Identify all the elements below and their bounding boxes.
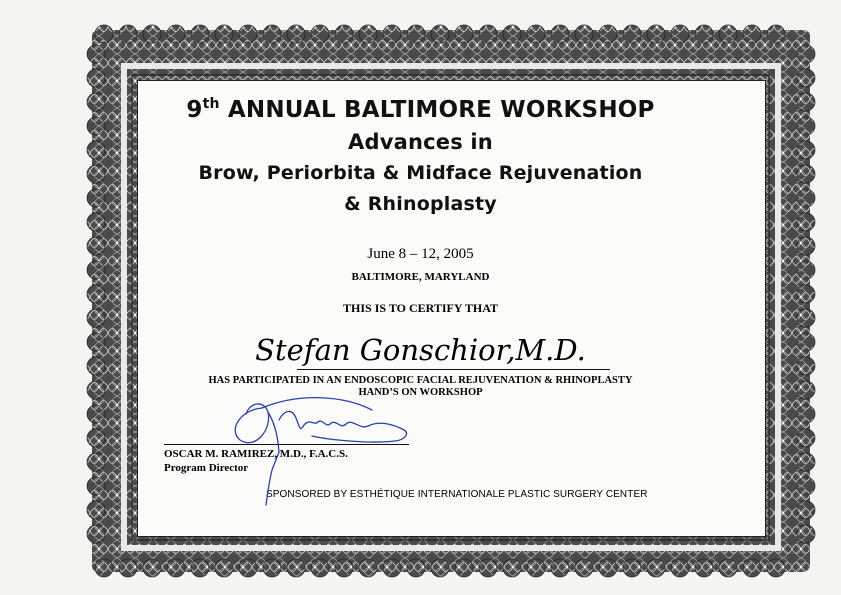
participation-line-2: HAND’S ON WORKSHOP [358,387,483,398]
recipient-name: Stefan Gonschior,M.D. [255,333,586,367]
title-rest: ANNUAL BALTIMORE WORKSHOP [219,97,655,123]
event-dates: June 8 – 12, 2005 [367,246,474,262]
subtitle: Advances in [348,130,493,154]
event-location: BALTIMORE, MARYLAND [351,271,490,283]
title-ordinal: 9 [186,97,203,123]
signatory-name: OSCAR M. RAMIREZ, M.D., F.A.C.S. [164,448,348,460]
signatory-title: Program Director [164,462,249,474]
topic-line-2: & Rhinoplasty [344,193,497,215]
certify-statement: THIS IS TO CERTIFY THAT [343,301,498,315]
participation-line-1: HAS PARTICIPATED IN AN ENDOSCOPIC FACIAL REJUVENATION & RHINOPLASTY [208,375,633,386]
title-ordinal-suffix: th [202,96,220,112]
topic-line-1: Brow, Periorbita & Midface Rejuvenation [198,162,643,184]
sponsor-line: SPONSORED BY ESTHÉTIQUE INTERNATIONALE PLASTIC SURGERY CENTER [266,489,648,500]
